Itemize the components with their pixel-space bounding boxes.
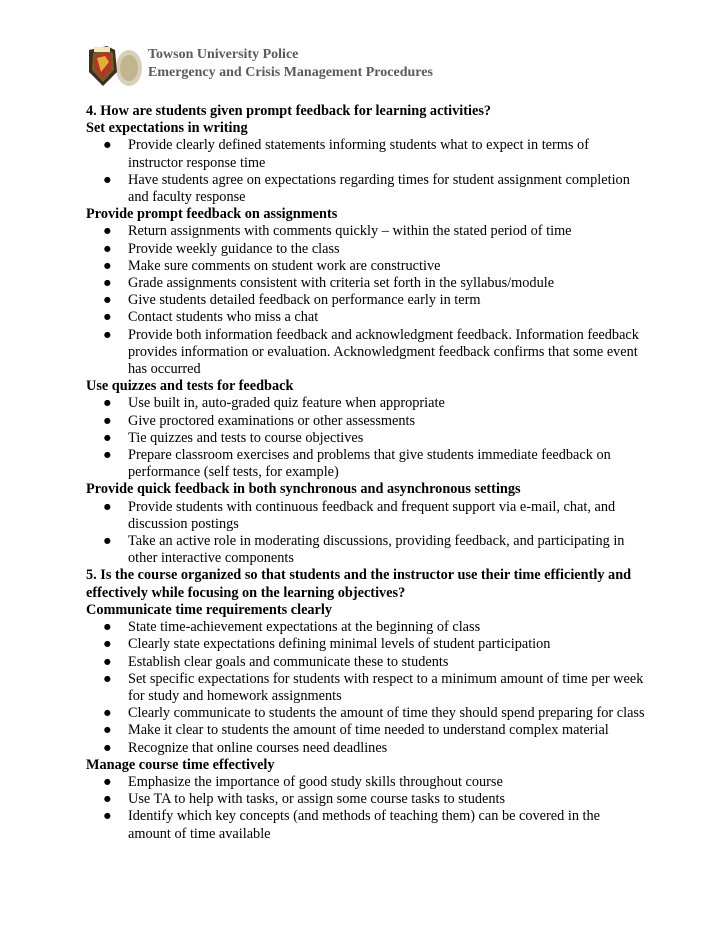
list-item xyxy=(86,292,646,309)
bullet-icon: ● xyxy=(103,791,112,808)
bullet-icon: ● xyxy=(103,808,112,825)
bullet-icon: ● xyxy=(103,395,112,412)
header-line-1: Towson University Police xyxy=(148,47,299,62)
bullet-icon: ● xyxy=(103,619,112,636)
section-heading: Provide quick feedback in both synchronous and asynchronous settings xyxy=(86,481,521,498)
list-item xyxy=(86,705,646,722)
list-item-text: Return assignments with comments quickly – within the stated period of time xyxy=(128,223,572,240)
list-item-text: Provide clearly defined statements informing students what to expect in terms of instructor response time xyxy=(128,137,589,171)
bullet-icon: ● xyxy=(103,257,112,274)
section-heading: Use quizzes and tests for feedback xyxy=(86,378,294,395)
list-item xyxy=(86,430,646,447)
bullet-icon: ● xyxy=(103,326,112,343)
list-item-text: Set specific expectations for students with respect to a minimum amount of time per week for study and homework assignments xyxy=(128,670,644,704)
bullet-icon: ● xyxy=(103,498,112,515)
list-item-text: Use TA to help with tasks, or assign some course tasks to students xyxy=(128,791,506,808)
bullet-icon: ● xyxy=(103,309,112,326)
question-title: 5. Is the course organized so that students and the instructor use their time efficiently and effectively while focusing on the learning objectives? xyxy=(86,567,632,601)
list-item-text: Use built in, auto-graded quiz feature when appropriate xyxy=(128,395,445,412)
list-item-text: Establish clear goals and communicate these to students xyxy=(128,653,449,670)
list-item xyxy=(86,137,646,171)
list-item-text: Clearly state expectations defining minimal levels of student participation xyxy=(128,636,551,653)
section-heading: Manage course time effectively xyxy=(86,756,275,773)
list-item-text: Tie quizzes and tests to course objectives xyxy=(128,429,364,446)
list-item xyxy=(86,413,646,430)
list-item xyxy=(86,172,646,206)
question-title: 4. How are students given prompt feedback for learning activities? xyxy=(86,103,492,119)
list-item xyxy=(86,654,646,671)
bullet-list xyxy=(86,499,646,568)
bullet-list xyxy=(86,137,646,206)
list-item xyxy=(86,671,646,705)
section-heading: Provide prompt feedback on assignments xyxy=(86,206,338,223)
list-item xyxy=(86,722,646,739)
bullet-list xyxy=(86,619,646,757)
list-item xyxy=(86,774,646,791)
list-item xyxy=(86,499,646,533)
section-heading: Set expectations in writing xyxy=(86,120,248,137)
bullet-icon: ● xyxy=(103,636,112,653)
list-item-text: Identify which key concepts (and methods of teaching them) can be covered in the amount of time available xyxy=(128,808,601,842)
bullet-icon: ● xyxy=(103,739,112,756)
list-item xyxy=(86,241,646,258)
list-item-text: Grade assignments consistent with criteria set forth in the syllabus/module xyxy=(128,275,555,292)
list-item-text: Contact students who miss a chat xyxy=(128,309,319,326)
bullet-icon: ● xyxy=(103,223,112,240)
document-body xyxy=(86,103,646,843)
header-line-2: Emergency and Crisis Management Procedures xyxy=(148,65,433,80)
bullet-list xyxy=(86,223,646,378)
bullet-icon: ● xyxy=(103,533,112,550)
list-item-text: Provide students with continuous feedback and frequent support via e-mail, chat, and discussion postings xyxy=(128,498,616,532)
bullet-icon: ● xyxy=(103,447,112,464)
list-item-text: State time-achievement expectations at the beginning of class xyxy=(128,619,481,636)
list-item-text: Provide weekly guidance to the class xyxy=(128,240,340,257)
section-heading: Communicate time requirements clearly xyxy=(86,601,333,618)
list-item-text: Clearly communicate to students the amount of time they should spend preparing for class xyxy=(128,705,645,722)
page-header xyxy=(85,42,485,92)
bullet-icon: ● xyxy=(103,722,112,739)
list-item-text: Make it clear to students the amount of time needed to understand complex material xyxy=(128,722,609,739)
bullet-icon: ● xyxy=(103,705,112,722)
bullet-icon: ● xyxy=(103,292,112,309)
bullet-icon: ● xyxy=(103,670,112,687)
list-item xyxy=(86,395,646,412)
list-item xyxy=(86,636,646,653)
list-item-text: Recognize that online courses need deadlines xyxy=(128,739,388,756)
list-item-text: Take an active role in moderating discussions, providing feedback, and participating in other interactive components xyxy=(128,533,625,567)
header-title xyxy=(148,46,433,82)
police-badge-icon xyxy=(85,42,145,92)
bullet-icon: ● xyxy=(103,275,112,292)
list-item xyxy=(86,275,646,292)
bullet-icon: ● xyxy=(103,240,112,257)
list-item xyxy=(86,740,646,757)
bullet-icon: ● xyxy=(103,412,112,429)
list-item-text: Emphasize the importance of good study skills throughout course xyxy=(128,773,503,790)
bullet-icon: ● xyxy=(103,773,112,790)
list-item-text: Make sure comments on student work are constructive xyxy=(128,257,441,274)
bullet-list xyxy=(86,774,646,843)
list-item xyxy=(86,447,646,481)
list-item-text: Prepare classroom exercises and problems that give students immediate feedback on performance (self tests, for example) xyxy=(128,447,611,481)
list-item xyxy=(86,619,646,636)
list-item xyxy=(86,223,646,240)
list-item xyxy=(86,309,646,326)
bullet-list xyxy=(86,395,646,481)
bullet-icon: ● xyxy=(103,171,112,188)
list-item-text: Give proctored examinations or other assessments xyxy=(128,412,416,429)
list-item xyxy=(86,533,646,567)
list-item xyxy=(86,808,646,842)
list-item xyxy=(86,258,646,275)
bullet-icon: ● xyxy=(103,137,112,154)
bullet-icon: ● xyxy=(103,653,112,670)
list-item xyxy=(86,791,646,808)
list-item-text: Provide both information feedback and acknowledgment feedback. Information feedback provides information or evaluation. Acknowledgment feedback confirms that some event has occurred xyxy=(128,326,639,378)
list-item-text: Give students detailed feedback on performance early in term xyxy=(128,292,481,309)
list-item-text: Have students agree on expectations regarding times for student assignment completion and faculty response xyxy=(128,171,630,206)
bullet-icon: ● xyxy=(103,429,112,446)
list-item xyxy=(86,327,646,379)
